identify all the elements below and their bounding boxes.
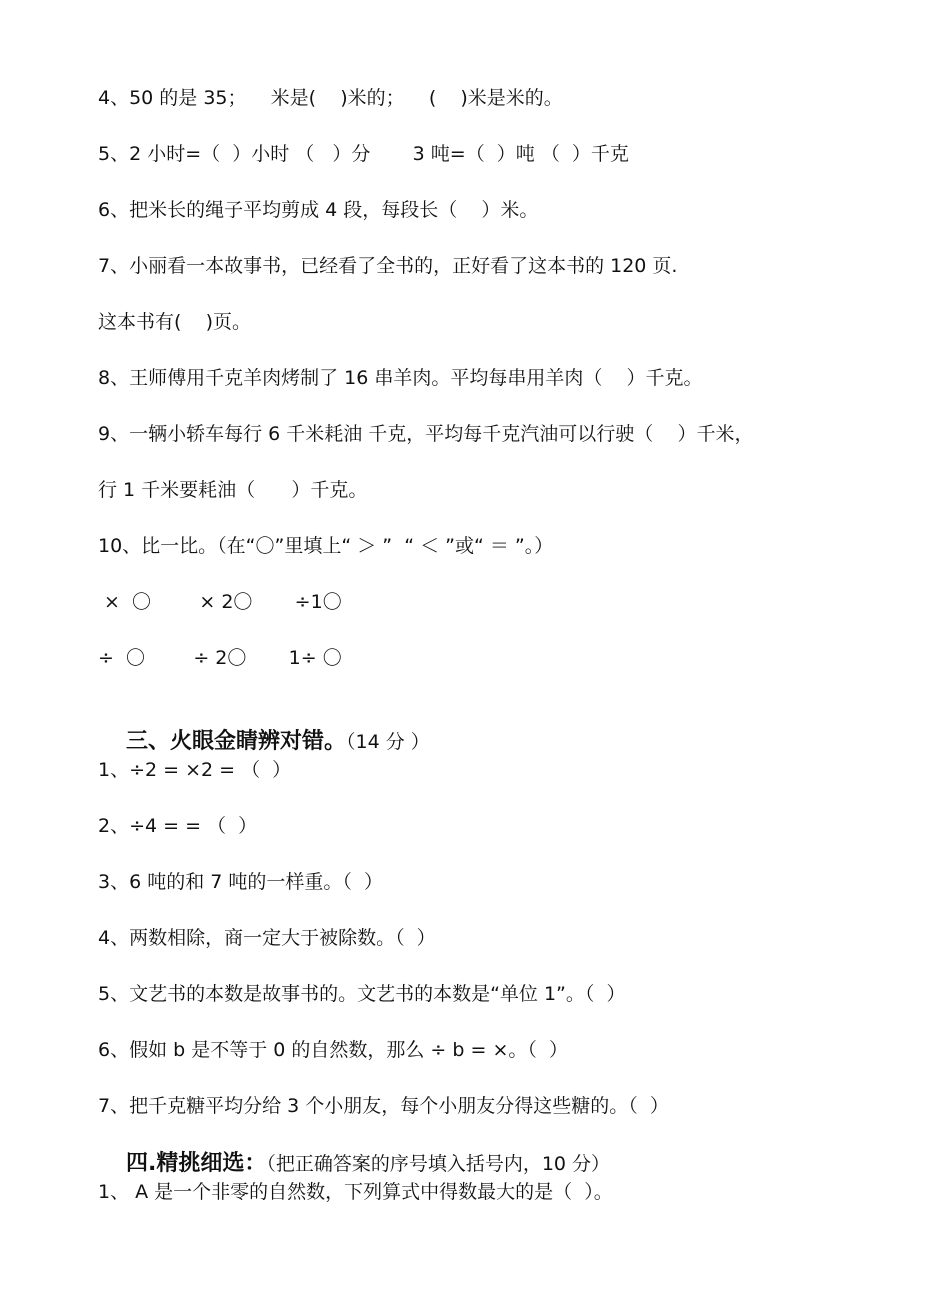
section-4-note: （把正确答案的序号填入括号内，10 分） xyxy=(266,1153,611,1175)
question-6: 6、把米长的绳子平均剪成 4 段，每段长（ ）米。 xyxy=(98,199,539,221)
question-4: 4、50 的是 35； 米是( )米的； ( )米是米的。 xyxy=(98,87,563,109)
question-7-line-2: 这本书有( )页。 xyxy=(98,311,251,333)
question-10: 10、比一比。（在“〇”里填上“ ＞ ” “ ＜ ”或“ ＝ ”。） xyxy=(98,535,554,557)
true-false-item-5: 5、文艺书的本数是故事书的。文艺书的本数是“单位 1”。（ ） xyxy=(98,983,626,1005)
question-7-line-1: 7、小丽看一本故事书，已经看了全书的，正好看了这本书的 120 页. xyxy=(98,255,678,277)
section-3-title: 三、火眼金睛辨对错。 xyxy=(125,729,346,754)
true-false-item-2: 2、÷4 = = （ ） xyxy=(98,815,258,837)
multiple-choice-item-1: 1、 A 是一个非零的自然数，下列算式中得数最大的是（ ）。 xyxy=(98,1181,613,1203)
question-10-row-1: × 〇 × 2〇 ÷1〇 xyxy=(98,591,342,613)
true-false-item-1: 1、÷2 = ×2 = （ ） xyxy=(98,759,292,781)
question-9-line-1: 9、一辆小轿车每行 6 千米耗油 千克，平均每千克汽油可以行驶（ ）千米， xyxy=(98,423,754,445)
true-false-item-6: 6、假如 b 是不等于 0 的自然数，那么 ÷ b = ×。（ ） xyxy=(98,1039,568,1061)
true-false-item-4: 4、两数相除，商一定大于被除数。（ ） xyxy=(98,927,436,949)
question-5: 5、2 小时=（ ）小时 （ ）分 3 吨=（ ）吨 （ ）千克 xyxy=(98,143,629,165)
question-9-line-2: 行 1 千米要耗油（ ）千克。 xyxy=(98,479,368,501)
true-false-item-3: 3、6 吨的和 7 吨的一样重。（ ） xyxy=(98,871,383,893)
section-3-points: （14 分 ） xyxy=(346,731,430,753)
true-false-item-7: 7、把千克糖平均分给 3 个小朋友，每个小朋友分得这些糖的。（ ） xyxy=(98,1095,669,1117)
section-4-title: 四.精挑细选： xyxy=(125,1151,267,1176)
question-10-row-2: ÷ 〇 ÷ 2〇 1÷ 〇 xyxy=(98,647,342,669)
question-8: 8、王师傅用千克羊肉烤制了 16 串羊肉。平均每串用羊肉（ ）千克。 xyxy=(98,367,703,389)
